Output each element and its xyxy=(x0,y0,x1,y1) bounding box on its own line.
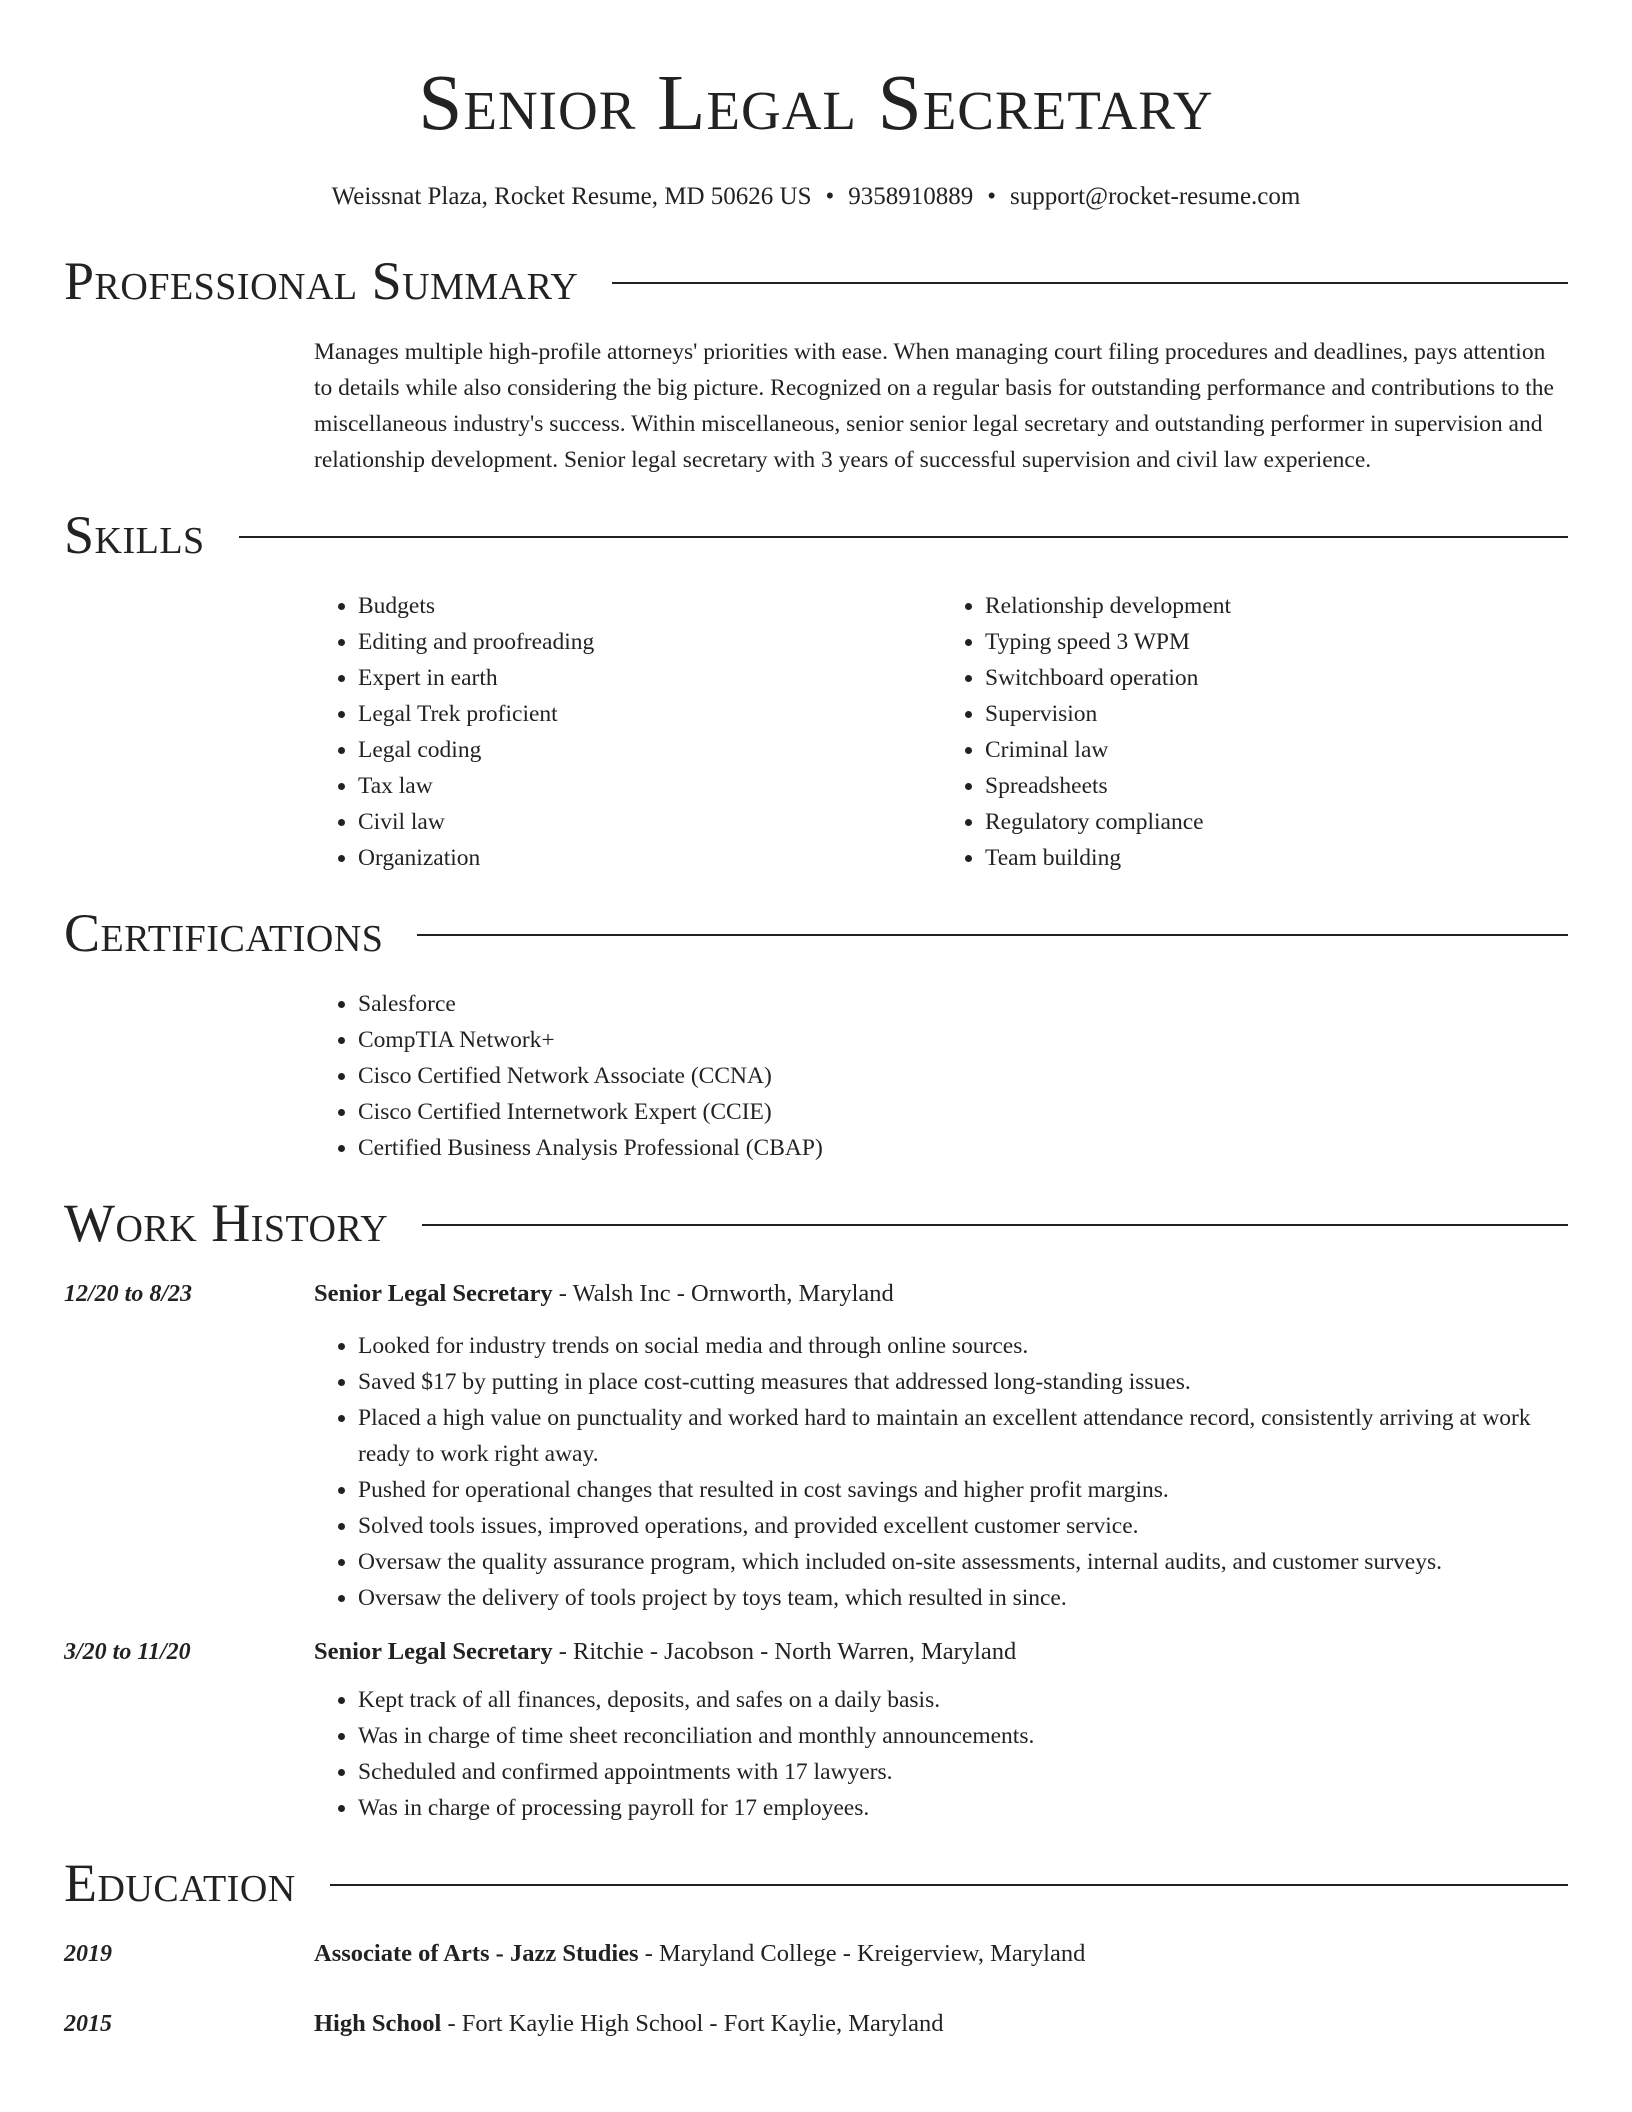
work-history-title: Work History xyxy=(64,1193,389,1253)
job-employer: - Ritchie - Jacobson - North Warren, Maryland xyxy=(552,1638,1017,1665)
skill-item: • Expert in earth xyxy=(358,660,941,696)
skill-item: • Switchboard operation xyxy=(985,660,1568,696)
contact-phone: 9358910889 xyxy=(848,183,974,210)
job-dates: 3/20 to 11/20 xyxy=(64,1639,191,1665)
job-header xyxy=(64,1276,1568,1312)
job-duty: • Pushed for operational changes that resulted in cost savings and higher profit margins. xyxy=(358,1472,1568,1508)
skill-item: • Legal Trek proficient xyxy=(358,696,941,732)
education-year: 2019 xyxy=(64,1941,112,1967)
skills-list-left xyxy=(314,588,941,876)
skills-section xyxy=(64,500,1568,876)
skills-title: Skills xyxy=(64,505,205,565)
education-heading-row xyxy=(64,1848,1568,1918)
section-divider xyxy=(330,1884,1568,1886)
summary-text: Manages multiple high-profile attorneys' priorities with ease. When managing court filing procedures and deadlines, pays attention to details while also considering the big picture. Recognized on a regular basis for outstanding performance and contributions to the miscellaneous industry's success. Within miscellaneous, senior senior legal secretary and outstanding performer in supervision and relationship development. Senior legal secretary with 3 years of successful supervision and civil law experience. xyxy=(314,339,1554,473)
skills-columns xyxy=(314,588,1568,876)
section-divider xyxy=(612,282,1568,284)
skill-item: • Criminal law xyxy=(985,732,1568,768)
education-line xyxy=(314,1936,1085,1972)
job-duty: • Was in charge of processing payroll for 17 employees. xyxy=(358,1790,1568,1826)
certifications-title: Certifications xyxy=(64,903,384,963)
skill-item: • Editing and proofreading xyxy=(358,624,941,660)
contact-separator: • xyxy=(987,183,997,210)
job-title-line xyxy=(314,1276,894,1312)
job-duty: • Was in charge of time sheet reconciliation and monthly announcements. xyxy=(358,1718,1568,1754)
summary-heading-row xyxy=(64,246,1568,316)
skill-item: • Regulatory compliance xyxy=(985,804,1568,840)
job-duty: • Looked for industry trends on social media and through online sources. xyxy=(358,1328,1568,1364)
job-duties xyxy=(314,1328,1568,1616)
job-duty: • Oversaw the delivery of tools project by toys team, which resulted in since. xyxy=(358,1580,1568,1616)
job-duties-list xyxy=(314,1682,1568,1826)
education-line xyxy=(314,2006,943,2042)
certifications-heading-row xyxy=(64,898,1568,968)
education-entry xyxy=(64,2006,1568,2042)
education-title: Education xyxy=(64,1853,296,1913)
contact-email: support@rocket-resume.com xyxy=(1010,183,1301,210)
candidate-name: Senior Legal Secretary xyxy=(418,60,1214,147)
education-school: - Fort Kaylie High School - Fort Kaylie, Maryland xyxy=(441,2010,944,2037)
education-school: - Maryland College - Kreigerview, Maryland xyxy=(638,1940,1086,1967)
job-duty: • Placed a high value on punctuality and worked hard to maintain an excellent attendance record, consistently arriving at work ready to work right away. xyxy=(358,1400,1568,1472)
work-history-section xyxy=(64,1188,1568,1826)
job-duty: • Oversaw the quality assurance program, which included on-site assessments, internal audits, and customer surveys. xyxy=(358,1544,1568,1580)
certifications-section xyxy=(64,898,1568,1166)
job-duty: • Kept track of all finances, deposits, and safes on a daily basis. xyxy=(358,1682,1568,1718)
summary-title: Professional Summary xyxy=(64,251,579,311)
skill-item: • Supervision xyxy=(985,696,1568,732)
certifications-list xyxy=(314,986,1568,1166)
certification-item: • Cisco Certified Internetwork Expert (CCIE) xyxy=(358,1094,1568,1130)
job-entry xyxy=(64,1634,1568,1826)
job-employer: - Walsh Inc - Ornworth, Maryland xyxy=(552,1280,894,1307)
skills-heading-row xyxy=(64,500,1568,570)
skill-item: • Tax law xyxy=(358,768,941,804)
education-degree: Associate of Arts - Jazz Studies xyxy=(314,1940,639,1967)
job-title-line xyxy=(314,1634,1016,1670)
job-header xyxy=(64,1634,1568,1670)
job-duties xyxy=(314,1682,1568,1826)
certifications-content xyxy=(314,986,1568,1166)
skill-item: • Civil law xyxy=(358,804,941,840)
skills-list-right xyxy=(941,588,1568,876)
job-duties-list xyxy=(314,1328,1568,1616)
skill-item: • Typing speed 3 WPM xyxy=(985,624,1568,660)
section-divider xyxy=(239,536,1568,538)
education-year: 2015 xyxy=(64,2011,112,2037)
education-entry xyxy=(64,1936,1568,1972)
summary-section xyxy=(64,246,1568,478)
contact-separator: • xyxy=(825,183,835,210)
skill-item: • Relationship development xyxy=(985,588,1568,624)
contact-address: Weissnat Plaza, Rocket Resume, MD 50626 US xyxy=(331,183,812,210)
job-duty: • Scheduled and confirmed appointments with 17 lawyers. xyxy=(358,1754,1568,1790)
certification-item: • Certified Business Analysis Professional (CBAP) xyxy=(358,1130,1568,1166)
work-heading-row xyxy=(64,1188,1568,1258)
job-entry xyxy=(64,1276,1568,1616)
skill-item: • Organization xyxy=(358,840,941,876)
skill-item: • Team building xyxy=(985,840,1568,876)
education-section xyxy=(64,1848,1568,2042)
skill-item: • Spreadsheets xyxy=(985,768,1568,804)
certification-item: • CompTIA Network+ xyxy=(358,1022,1568,1058)
job-role: Senior Legal Secretary xyxy=(314,1638,553,1665)
certification-item: • Cisco Certified Network Associate (CCNA) xyxy=(358,1058,1568,1094)
job-duty: • Solved tools issues, improved operations, and provided excellent customer service. xyxy=(358,1508,1568,1544)
education-degree: High School xyxy=(314,2010,442,2037)
section-divider xyxy=(422,1224,1568,1226)
job-dates: 12/20 to 8/23 xyxy=(64,1281,193,1307)
certification-item: • Salesforce xyxy=(358,986,1568,1022)
job-role: Senior Legal Secretary xyxy=(314,1280,553,1307)
section-divider xyxy=(417,934,1568,936)
contact-line xyxy=(64,180,1568,214)
skill-item: • Legal coding xyxy=(358,732,941,768)
job-duty: • Saved $17 by putting in place cost-cutting measures that addressed long-standing issues. xyxy=(358,1364,1568,1400)
resume-header xyxy=(64,0,1568,214)
skill-item: • Budgets xyxy=(358,588,941,624)
